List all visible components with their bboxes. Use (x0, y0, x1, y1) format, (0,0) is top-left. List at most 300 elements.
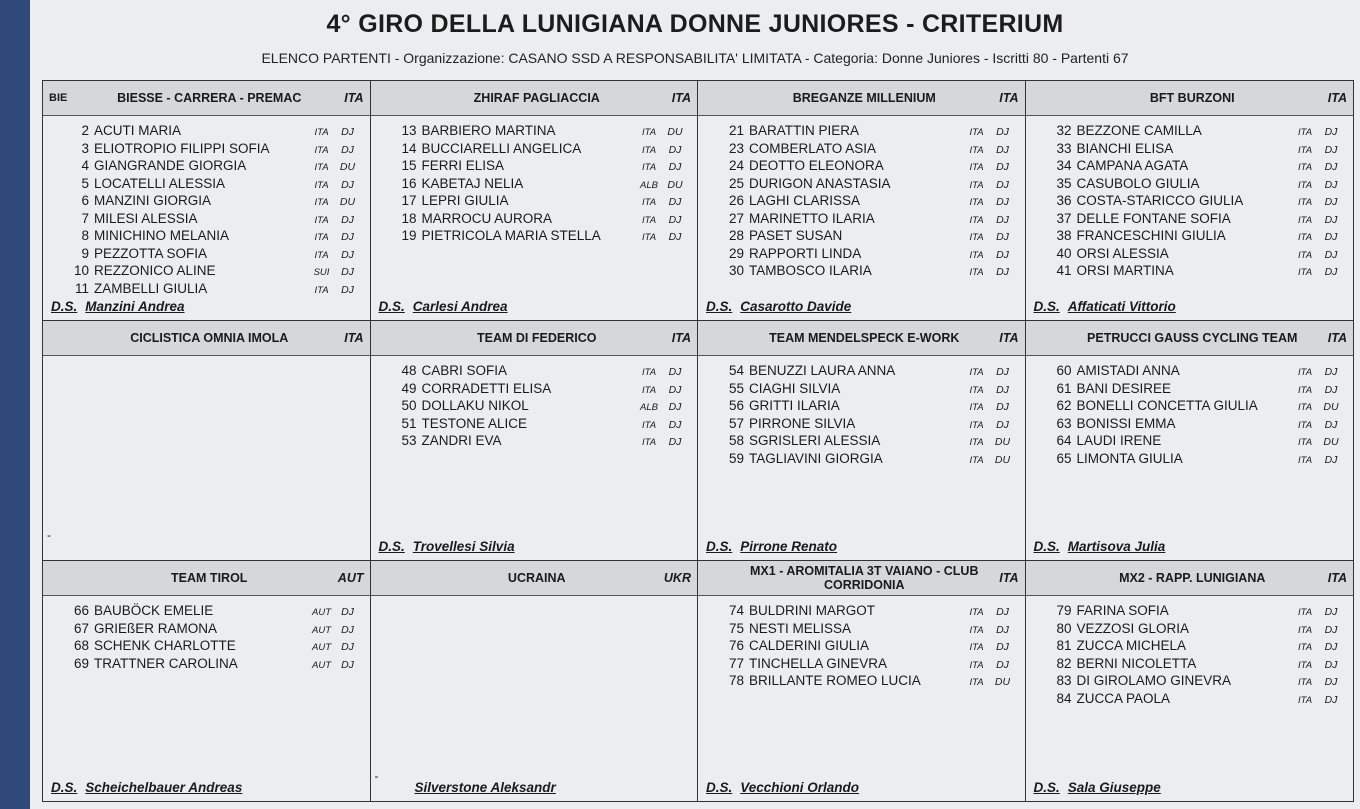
rider-row (63, 210, 360, 228)
rider-category: DJ (996, 161, 1009, 173)
rider-row (1046, 620, 1344, 638)
team-nationality: ITA (344, 331, 364, 345)
rider-row (63, 620, 360, 638)
page-subtitle: ELENCO PARTENTI - Organizzazione: CASANO SSD A RESPONSABILITA' LIMITATA - Categoria: Donne Juniores - Iscritti 80 - Partenti 67 (261, 50, 1129, 66)
rider-category: DJ (341, 641, 354, 653)
rider-row (63, 280, 360, 298)
rider-number: 40 (1056, 245, 1072, 261)
rider-nationality: ITA (314, 249, 329, 261)
rider-list (698, 122, 1025, 280)
team-cell (698, 321, 1026, 561)
team-name: ZHIRAF PAGLIACCIA (473, 91, 600, 105)
rider-row (391, 227, 688, 245)
team-grid (42, 80, 1354, 802)
rider-name: FRANCESCHINI GIULIA (1076, 228, 1226, 243)
rider-nationality: ITA (314, 144, 329, 156)
team-nationality: ITA (1327, 331, 1347, 345)
team-name: PETRUCCI GAUSS CYCLING TEAM (1087, 331, 1298, 345)
rider-category: DU (1323, 401, 1339, 413)
rider-name: LIMONTA GIULIA (1076, 450, 1183, 466)
rider-row (63, 227, 360, 245)
rider-row (718, 620, 1015, 638)
rider-number: 63 (1056, 415, 1072, 431)
rider-nationality: ITA (1297, 677, 1313, 688)
rider-name: MILESI ALESSIA (94, 210, 198, 226)
team-cell (43, 561, 371, 801)
rider-name: BUCCIARELLI ANGELICA (421, 140, 582, 156)
rider-name: BRILLANTE ROMEO LUCIA (749, 673, 921, 688)
rider-name: FARINA SOFIA (1076, 603, 1169, 618)
rider-nationality: ALB (640, 179, 658, 191)
rider-row (1046, 175, 1344, 193)
rider-number: 27 (728, 210, 744, 226)
ds-name: Scheichelbauer Andreas (85, 780, 243, 795)
rider-number: 32 (1056, 123, 1072, 138)
rider-row (391, 140, 688, 158)
rider-number: 41 (1056, 263, 1072, 278)
rider-category: DJ (1324, 676, 1338, 688)
rider-number: 11 (74, 280, 89, 296)
rider-row (63, 655, 360, 673)
rider-category: DU (339, 196, 356, 208)
team-cell (1026, 81, 1354, 321)
rider-category: DJ (996, 266, 1009, 278)
rider-nationality: ITA (969, 367, 984, 378)
rider-nationality: ITA (1297, 162, 1313, 173)
rider-name: PASET SUSAN (749, 228, 843, 243)
team-cell (1026, 321, 1354, 561)
rider-category: DJ (996, 178, 1009, 191)
rider-name: MINICHINO MELANIA (94, 228, 230, 243)
rider-number: 24 (728, 158, 744, 173)
rider-list (1026, 122, 1354, 280)
rider-name: MANZINI GIORGIA (94, 193, 212, 208)
rider-category: DJ (1324, 126, 1338, 138)
rider-nationality: ALB (640, 402, 658, 413)
ds-name: Sala Giuseppe (1067, 780, 1161, 795)
rider-name: KABETAJ NELIA (421, 175, 524, 191)
ds-name: Vecchioni Orlando (740, 780, 860, 795)
ds-name: Silverstone Aleksandr (414, 780, 556, 795)
rider-category: DJ (996, 401, 1009, 413)
rider-row (718, 672, 1015, 690)
rider-number: 50 (401, 398, 417, 413)
team-header (43, 561, 370, 596)
rider-number: 49 (401, 380, 417, 396)
team-nationality: ITA (671, 91, 691, 105)
rider-category: DU (667, 126, 683, 138)
rider-nationality: ITA (1297, 607, 1313, 618)
rider-name: LEPRI GIULIA (421, 193, 509, 208)
team-nationality: UKR (663, 571, 691, 585)
rider-nationality: SUI (313, 267, 330, 278)
rider-nationality: ITA (969, 179, 984, 191)
rider-category: DJ (996, 143, 1009, 156)
team-header (698, 81, 1025, 116)
team-cell (371, 321, 699, 561)
rider-list (371, 362, 698, 450)
rider-nationality: ITA (641, 144, 657, 156)
rider-name: ELIOTROPIO FILIPPI SOFIA (94, 140, 270, 156)
rider-number: 5 (81, 175, 89, 191)
rider-name: PEZZOTTA SOFIA (94, 245, 208, 261)
rider-nationality: ITA (314, 162, 329, 173)
rider-nationality: AUT (312, 659, 331, 671)
team-header (1026, 81, 1354, 116)
rider-category: DJ (996, 658, 1009, 671)
rider-category: DJ (1324, 693, 1338, 706)
rider-row (1046, 227, 1344, 245)
team-header (1026, 561, 1354, 596)
team-cell (43, 81, 371, 321)
rider-nationality: ITA (1297, 267, 1313, 278)
rider-category: DJ (668, 418, 682, 431)
rider-nationality: ITA (969, 127, 984, 138)
rider-category: DU (994, 436, 1011, 448)
rider-category: DJ (1324, 418, 1338, 431)
rider-number: 25 (728, 175, 744, 191)
rider-name: ZAMBELLI GIULIA (94, 280, 208, 296)
rider-row (391, 210, 688, 228)
rider-category: DJ (1324, 658, 1338, 671)
rider-name: GRITTI ILARIA (749, 398, 840, 413)
team-name: BREGANZE MILLENIUM (792, 91, 936, 105)
rider-number: 84 (1056, 690, 1072, 706)
rider-number: 2 (81, 123, 89, 138)
rider-name: TAMBOSCO ILARIA (749, 263, 872, 278)
rider-name: DI GIROLAMO GINEVRA (1076, 673, 1232, 688)
rider-category: DJ (1324, 606, 1338, 618)
rider-name: DELLE FONTANE SOFIA (1076, 210, 1231, 226)
rider-name: BEZZONE CAMILLA (1076, 123, 1202, 138)
team-nationality: ITA (999, 331, 1019, 345)
rider-name: CALDERINI GIULIA (749, 638, 870, 653)
rider-category: DJ (996, 606, 1009, 618)
rider-row (391, 157, 688, 175)
rider-category: DJ (668, 161, 682, 173)
rider-number: 7 (81, 210, 89, 226)
rider-name: BULDRINI MARGOT (749, 603, 876, 618)
rider-nationality: ITA (314, 284, 329, 296)
rider-name: CASUBOLO GIULIA (1076, 175, 1200, 191)
rider-name: SGRISLERI ALESSIA (749, 433, 881, 448)
rider-nationality: ITA (1297, 384, 1313, 396)
rider-name: LAGHI CLARISSA (749, 193, 861, 208)
rider-category: DJ (1324, 641, 1338, 653)
rider-nationality: ITA (314, 232, 329, 243)
team-header (43, 321, 370, 356)
rider-number: 48 (401, 363, 417, 378)
rider-category: DJ (341, 658, 354, 671)
ds-label: D.S. (706, 299, 733, 314)
ds-label: D.S. (1033, 780, 1060, 795)
rider-row (1046, 690, 1344, 708)
rider-row (63, 140, 360, 158)
rider-nationality: ITA (1297, 367, 1313, 378)
rider-row (1046, 415, 1344, 433)
rider-nationality: ITA (1297, 214, 1313, 226)
rider-number: 74 (728, 603, 744, 618)
rider-name: LOCATELLI ALESSIA (94, 175, 226, 191)
rider-number: 35 (1056, 175, 1072, 191)
ds-name: Casarotto Davide (740, 299, 852, 314)
ds-name: Martisova Julia (1067, 539, 1166, 554)
rider-nationality: ITA (314, 127, 329, 138)
team-name: UCRAINA (507, 571, 566, 585)
rider-name: BENUZZI LAURA ANNA (749, 363, 896, 378)
rider-number: 68 (73, 638, 89, 653)
rider-nationality: ITA (1297, 179, 1313, 191)
rider-row (1046, 450, 1344, 468)
team-name: TEAM TIROL (171, 571, 248, 585)
rider-row (63, 262, 360, 280)
rider-row (1046, 655, 1344, 673)
rider-row (718, 432, 1015, 450)
sports-director (379, 299, 508, 314)
rider-category: DU (1323, 436, 1339, 448)
team-nationality: ITA (344, 91, 364, 105)
rider-row (391, 175, 688, 193)
rider-row (1046, 637, 1344, 655)
team-name: TEAM MENDELSPECK E-WORK (769, 331, 960, 345)
team-header (1026, 321, 1354, 356)
rider-category: DJ (1324, 266, 1338, 278)
rider-row (63, 192, 360, 210)
rider-row (718, 450, 1015, 468)
rider-nationality: ITA (1297, 127, 1313, 138)
rider-row (1046, 380, 1344, 398)
rider-row (1046, 262, 1344, 280)
ds-label: D.S. (706, 780, 733, 795)
rider-number: 77 (728, 655, 744, 671)
rider-category: DJ (996, 366, 1009, 378)
rider-name: CABRI SOFIA (421, 363, 508, 378)
rider-list (371, 122, 698, 245)
ds-label: D.S. (1033, 299, 1060, 314)
rider-name: BIANCHI ELISA (1076, 140, 1174, 156)
sports-director (51, 299, 185, 314)
rider-number: 13 (401, 123, 417, 138)
rider-category: DU (994, 453, 1011, 466)
rider-nationality: ITA (641, 197, 657, 208)
ds-name: Manzini Andrea (85, 299, 185, 314)
rider-name: BARBIERO MARTINA (421, 123, 556, 138)
team-cell (371, 561, 699, 801)
rider-number: 57 (728, 415, 744, 431)
team-nationality: AUT (337, 571, 364, 585)
rider-name: ORSI MARTINA (1076, 263, 1174, 278)
rider-name: DOLLAKU NIKOL (421, 398, 529, 413)
rider-category: DJ (341, 178, 354, 191)
rider-number: 81 (1056, 638, 1072, 653)
sports-director (706, 299, 851, 314)
team-header (371, 561, 698, 596)
rider-nationality: ITA (641, 419, 657, 431)
rider-number: 38 (1056, 228, 1072, 243)
rider-nationality: ITA (969, 144, 984, 156)
rider-nationality: ITA (969, 607, 984, 618)
rider-name: CORRADETTI ELISA (421, 380, 552, 396)
rider-number: 69 (73, 655, 89, 671)
rider-name: REZZONICO ALINE (94, 263, 216, 278)
rider-category: DJ (996, 418, 1009, 431)
team-name: BIESSE - CARRERA - PREMAC (117, 91, 302, 105)
rider-number: 23 (728, 140, 744, 156)
rider-category: DJ (1324, 248, 1338, 261)
rider-category: DU (339, 161, 356, 173)
rider-number: 16 (401, 175, 417, 191)
ds-label: D.S. (378, 299, 405, 314)
rider-name: PIRRONE SILVIA (749, 415, 856, 431)
rider-name: ZUCCA MICHELA (1076, 638, 1187, 653)
page-title: 4° GIRO DELLA LUNIGIANA DONNE JUNIORES - CRITERIUM (326, 10, 1064, 38)
rider-nationality: ITA (641, 437, 657, 448)
rider-number: 14 (401, 140, 417, 156)
rider-number: 80 (1056, 620, 1072, 636)
rider-name: BERNI NICOLETTA (1076, 655, 1197, 671)
team-name: MX1 - AROMITALIA 3T VAIANO - CLUB CORRIDONIA (750, 564, 979, 592)
rider-category: DJ (1324, 213, 1338, 226)
rider-number: 10 (73, 263, 89, 278)
rider-row (391, 380, 688, 398)
rider-row (718, 157, 1015, 175)
rider-category: DU (667, 178, 683, 191)
rider-row (718, 140, 1015, 158)
ds-name: Trovellesi Silvia (412, 539, 515, 554)
rider-category: DJ (341, 213, 354, 226)
rider-nationality: ITA (1297, 437, 1313, 448)
rider-nationality: ITA (969, 249, 984, 261)
rider-nationality: ITA (1297, 454, 1313, 466)
rider-category: DJ (668, 383, 682, 396)
rider-nationality: ITA (969, 232, 984, 243)
ds-name: Pirrone Renato (740, 539, 838, 554)
team-name: BFT BURZONI (1149, 91, 1235, 105)
rider-nationality: AUT (312, 624, 331, 636)
rider-row (1046, 672, 1344, 690)
rider-category: DJ (996, 383, 1009, 396)
rider-number: 79 (1056, 603, 1072, 618)
rider-name: BONISSI EMMA (1076, 415, 1176, 431)
rider-row (718, 192, 1015, 210)
startlist-sheet (30, 0, 1360, 809)
team-cell (698, 561, 1026, 801)
team-nationality: ITA (1327, 91, 1347, 105)
rider-category: DJ (1324, 231, 1338, 243)
rider-name: TRATTNER CAROLINA (94, 655, 238, 671)
rider-category: DJ (668, 196, 682, 208)
rider-category: DJ (996, 231, 1009, 243)
rider-number: 75 (728, 620, 744, 636)
rider-number: 26 (728, 193, 744, 208)
rider-category: DJ (996, 213, 1009, 226)
sports-director (1034, 299, 1176, 314)
ds-label: D.S. (51, 780, 78, 795)
rider-number: 59 (728, 450, 744, 466)
rider-name: ORSI ALESSIA (1076, 245, 1169, 261)
rider-category: DJ (996, 248, 1009, 261)
rider-row (1046, 602, 1344, 620)
rider-row (718, 415, 1015, 433)
rider-nationality: ITA (1297, 402, 1313, 413)
rider-number: 78 (728, 673, 744, 688)
rider-row (718, 362, 1015, 380)
rider-row (391, 397, 688, 415)
rider-name: BARATTIN PIERA (749, 123, 860, 138)
team-header (371, 81, 698, 116)
rider-nationality: ITA (314, 197, 329, 208)
rider-row (391, 362, 688, 380)
rider-row (718, 245, 1015, 263)
rider-row (1046, 432, 1344, 450)
rider-category: DJ (341, 248, 354, 261)
rider-name: CIAGHI SILVIA (749, 380, 841, 396)
rider-category: DJ (668, 231, 682, 243)
ds-name: Carlesi Andrea (412, 299, 508, 314)
rider-row (63, 602, 360, 620)
team-name: MX2 - RAPP. LUNIGIANA (1119, 571, 1266, 585)
rider-nationality: ITA (1297, 694, 1313, 706)
sports-director (706, 539, 837, 554)
rider-row (718, 122, 1015, 140)
rider-number: 4 (81, 158, 89, 173)
team-nationality: ITA (999, 571, 1019, 585)
rider-category: DJ (1324, 366, 1338, 378)
rider-name: SCHENK CHARLOTTE (94, 638, 236, 653)
rider-nationality: ITA (314, 179, 329, 191)
rider-number: 28 (728, 228, 744, 243)
rider-row (63, 157, 360, 175)
rider-nationality: ITA (1297, 197, 1313, 208)
rider-nationality: ITA (969, 419, 984, 431)
rider-row (1046, 140, 1344, 158)
rider-number: 61 (1056, 380, 1072, 396)
sports-director (1034, 780, 1161, 795)
rider-name: TAGLIAVINI GIORGIA (749, 450, 883, 466)
rider-name: COSTA-STARICCO GIULIA (1076, 193, 1244, 208)
rider-category: DJ (341, 283, 354, 296)
rider-category: DJ (341, 231, 354, 243)
rider-row (63, 175, 360, 193)
rider-category: DJ (996, 623, 1009, 636)
rider-nationality: ITA (969, 659, 984, 671)
empty-marker: - (47, 528, 51, 542)
rider-number: 60 (1056, 363, 1072, 378)
rider-row (718, 380, 1015, 398)
rider-number: 18 (401, 210, 417, 226)
rider-row (1046, 245, 1344, 263)
rider-number: 33 (1056, 140, 1072, 156)
rider-number: 54 (728, 363, 744, 378)
rider-row (63, 122, 360, 140)
rider-category: DJ (996, 641, 1009, 653)
rider-row (1046, 122, 1344, 140)
rider-nationality: ITA (969, 197, 984, 208)
rider-row (391, 415, 688, 433)
rider-number: 55 (728, 380, 744, 396)
rider-number: 51 (401, 415, 417, 431)
rider-number: 6 (81, 193, 89, 208)
rider-nationality: ITA (641, 384, 657, 396)
rider-nationality: ITA (1297, 624, 1313, 636)
rider-nationality: ITA (641, 162, 657, 173)
rider-number: 83 (1056, 673, 1072, 688)
rider-nationality: ITA (969, 454, 984, 466)
rider-category: DJ (341, 266, 354, 278)
sports-director (379, 539, 515, 554)
rider-name: COMBERLATO ASIA (749, 140, 877, 156)
team-cell (698, 81, 1026, 321)
